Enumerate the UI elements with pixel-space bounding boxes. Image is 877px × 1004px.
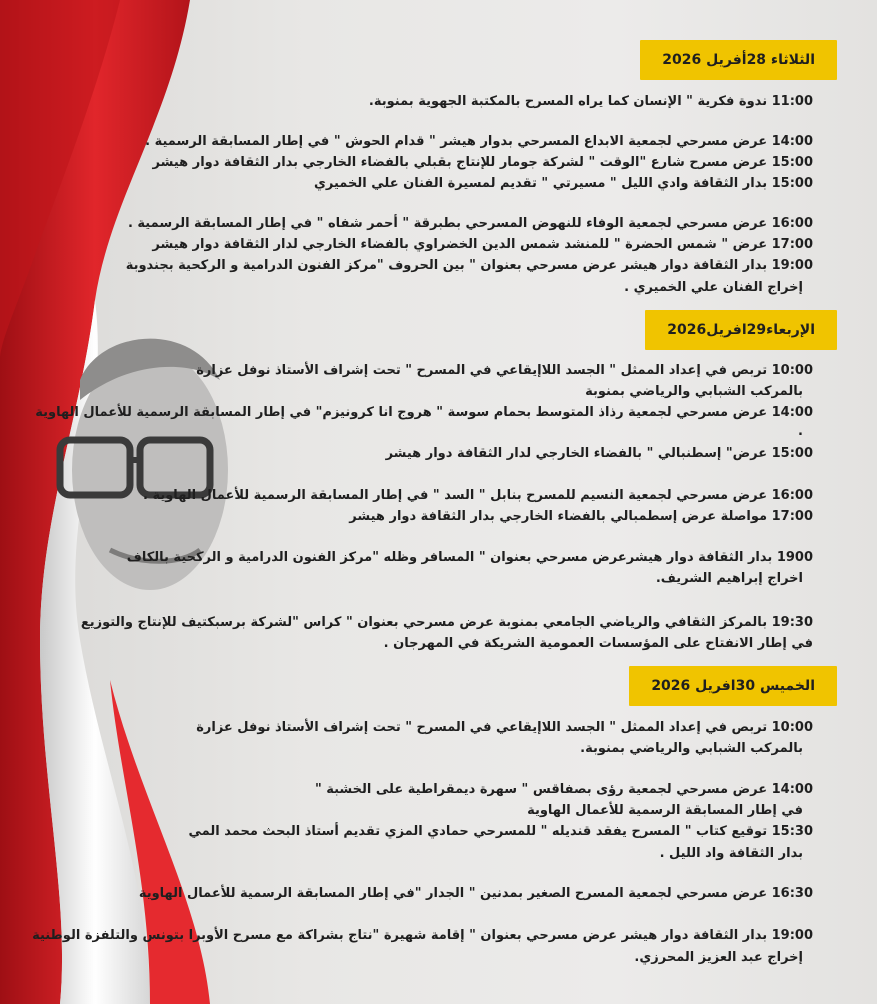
schedule-line: 14:00 عرض مسرحي لجمعية رؤى بصفاقس " سهرة ديمقراطية على الخشبة " bbox=[314, 782, 813, 797]
schedule-line: اخراج إبراهيم الشريف. bbox=[655, 571, 803, 586]
schedule-line: 14:00 عرض مسرحي لجمعية الابداع المسرحي بدوار هيشر " قدام الحوش " في إطار المسابقة الرسمية . bbox=[145, 134, 813, 149]
schedule-line: في إطار المسابقة الرسمية للأعمال الهاوية bbox=[527, 803, 803, 818]
schedule-line: 16:00 عرض مسرحي لجمعية الوفاء للنهوض المسرحي بطبرقة " أحمر شفاه " في إطار المسابقة الرسمية . bbox=[127, 216, 813, 231]
schedule-line: 10:00 تربص في إعداد الممثل " الجسد اللاإيقاعي في المسرح " تحت إشراف الأستاذ نوفل عزارة bbox=[196, 720, 813, 735]
day-header-tuesday: الثلاثاء 28أفريل 2026 bbox=[640, 40, 837, 80]
schedule-line: بدار الثقافة واد الليل . bbox=[659, 846, 803, 861]
schedule-line: . bbox=[798, 424, 803, 439]
schedule-line: 19:00 بدار الثقافة دوار هيشر عرض مسرحي بعنوان " بين الحروف "مركز الفنون الدرامية و الركحية بجندوبة bbox=[125, 258, 813, 273]
schedule-line: 16:30 عرض مسرحي لجمعية المسرح الصغير بمدنين " الجدار "في إطار المسابقة الرسمية للأعمال الهاوية bbox=[138, 886, 813, 901]
schedule-line: 17:00 مواصلة عرض إسطمبالي بالفضاء الخارجي بدار الثقافة دوار هيشر bbox=[349, 509, 813, 524]
day-header-thursday: الخميس 30افريل 2026 bbox=[629, 666, 837, 706]
schedule-line: 14:00 عرض مسرحي لجمعية رذاذ المتوسط بحمام سوسة " هروج انا كرونيزم" في إطار المسابقة الرسمية للأعمال الهاوية bbox=[35, 405, 813, 420]
schedule-line: بالمركب الشبابي والرياضي بمنوبة bbox=[585, 384, 803, 399]
schedule-line: 19:00 بدار الثقافة دوار هيشر عرض مسرحي بعنوان " إقامة شهيرة "نتاج بشراكة مع مسرح الأوبرا بتونس والتلفزة الوطنية bbox=[32, 928, 813, 943]
schedule-line: 10:00 تربص في إعداد الممثل " الجسد اللاإيقاعي في المسرح " تحت إشراف الأستاذ نوفل عزارة bbox=[196, 363, 813, 378]
schedule-line: في إطار الانفتاح على المؤسسات العمومية الشريكة في المهرجان . bbox=[383, 636, 813, 651]
day-header-wednesday: الإربعاء29افريل2026 bbox=[645, 310, 837, 350]
schedule-line: 17:00 عرض " شمس الحضرة " للمنشد شمس الدين الخضراوي بالفضاء الخارجي لدار الثقافة دوار هيشر bbox=[152, 237, 813, 252]
schedule-line: 19:30 بالمركز الثقافي والرياضي الجامعي بمنوبة عرض مسرحي بعنوان " كراس "لشركة برسبكتيف للإنتاج والتوزيع bbox=[80, 615, 813, 630]
schedule-line: إخراج عبد العزيز المحرزي. bbox=[634, 950, 803, 965]
schedule-line: 15:30 توقيع كتاب " المسرح يفقد قنديله " للمسرحي حمادي المزي تقديم أستاذ البحث محمد المي bbox=[188, 824, 813, 839]
schedule-line: 16:00 عرض مسرحي لجمعية النسيم للمسرح بنابل " السد " في إطار المسابقة الرسمية للأعمال الهاوية . bbox=[143, 488, 813, 503]
program-content bbox=[32, 38, 837, 1004]
schedule-line: إخراج الفنان علي الخميري . bbox=[624, 280, 803, 295]
schedule-line: بالمركب الشبابي والرياضي بمنوبة. bbox=[580, 741, 803, 756]
schedule-line: 15:00 عرض" إسطنبالي " بالفضاء الخارجي لدار الثقافة دوار هيشر bbox=[385, 446, 813, 461]
schedule-line: 1900 بدار الثقافة دوار هيشرعرض مسرحي بعنوان " المسافر وظله "مركز الفنون الدرامية و الركحية بالكاف bbox=[126, 550, 813, 565]
schedule-line: 11:00 ندوة فكرية " الإنسان كما يراه المسرح بالمكتبة الجهوية بمنوبة. bbox=[368, 94, 813, 109]
schedule-line: 15:00 بدار الثقافة وادي الليل " مسيرتي " تقديم لمسيرة الفنان علي الخميري bbox=[314, 176, 813, 191]
schedule-line: 15:00 عرض مسرح شارع "الوقت " لشركة جومار للإنتاج بقبلي بالفضاء الخارجي بدار الثقافة دوار هيشر bbox=[152, 155, 813, 170]
